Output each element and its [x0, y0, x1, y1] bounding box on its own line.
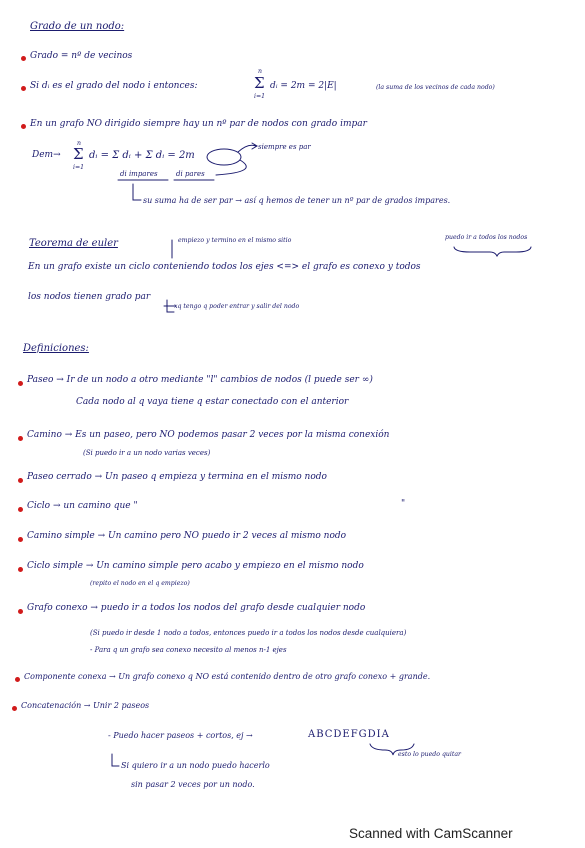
euler-statement-line2: los nodos tienen grado par [28, 292, 151, 302]
sum-lower-limit: i=1 [254, 93, 266, 100]
def-camino: Camino → Es un paseo, pero NO podemos pasar 2 veces por la misma conexión [27, 430, 390, 440]
sum-upper-limit: n [258, 68, 262, 75]
def-paseo: Paseo → Ir de un nodo a otro mediante "l" cambios de nodos (l puede ser ∞) [27, 375, 373, 385]
def-componente-conexa: Componente conexa → Un grafo conexo q NO está contenido dentro de otro grafo conexo + grande. [24, 672, 431, 681]
dem-sum-lower: i=1 [73, 164, 85, 171]
dem-equation: dᵢ = Σ dᵢ + Σ dᵢ = 2m [89, 150, 195, 161]
euler-note-cycle: empiezo y termino en el mismo sitio [178, 237, 292, 244]
definiciones-title: Definiciones: [23, 343, 89, 354]
camscanner-watermark: Scanned with CamScanner [349, 826, 513, 841]
def-grafo-conexo-detail: (Si puedo ir desde 1 nodo a todos, entonces puedo ir a todos los nodos desde cualquiera) [90, 629, 407, 637]
def-concat-line4: sin pasar 2 veces por un nodo. [131, 780, 255, 789]
dem-siempre-par: siempre es par [258, 143, 311, 151]
circle-2m [207, 149, 241, 165]
def-grafo-conexo: Grafo conexo → puedo ir a todos los nodos del grafo desde cualquier nodo [27, 603, 366, 613]
dem-pares-label: di pares [176, 170, 205, 178]
sigma-symbol: Σ [254, 74, 265, 92]
def-paseo-cerrado: Paseo cerrado → Un paseo q empieza y termina en el mismo nodo [27, 472, 327, 482]
def-camino-detail: (Si puedo ir a un nodo varias veces) [83, 449, 211, 457]
def-grafo-conexo-ejes: - Para q un grafo sea conexo necesito al menos n-1 ejes [90, 646, 287, 654]
def-concat-line3: Si quiero ir a un nodo puedo hacerlo [121, 761, 270, 770]
grado-sum-note: (la suma de los vecinos de cada nodo) [376, 84, 495, 91]
def-ciclo-simple: Ciclo simple → Un camino simple pero acabo y empiezo en el mismo nodo [27, 561, 364, 571]
grado-sum-equation: dᵢ = 2m = 2|E| [270, 81, 337, 91]
dem-sigma-symbol: Σ [73, 145, 84, 163]
arrow-conclusion [133, 184, 141, 200]
def-paseo-detail: Cada nodo al q vaya tiene q estar conectado con el anterior [76, 397, 349, 407]
dem-label: Dem→ [32, 150, 61, 160]
euler-title: Teorema de euler [29, 238, 118, 249]
def-ciclo-ditto: " [401, 499, 406, 509]
grado-definition: Grado = nº de vecinos [30, 51, 133, 61]
def-concat-sequence: ABCDEFGDIA [308, 729, 390, 740]
def-ciclo: Ciclo → un camino que " [27, 501, 138, 511]
dem-sum-upper: n [77, 140, 81, 147]
arrow-concat-note [112, 754, 119, 766]
grado-sum-intro: Si dᵢ es el grado del nodo i entonces: [30, 81, 198, 91]
dem-impares-label: di impares [120, 170, 158, 178]
brace-conexo [454, 247, 531, 256]
def-camino-simple: Camino simple → Un camino pero NO puedo ir 2 veces al mismo nodo [27, 531, 347, 541]
brace-efgd [370, 744, 414, 755]
def-concat-shorter: - Puedo hacer paseos + cortos, ej → [108, 731, 253, 740]
euler-statement-line1: En un grafo existe un ciclo conteniendo todos los ejes <=> el grafo es conexo y todos [28, 262, 421, 272]
def-ciclo-simple-detail: (repito el nodo en el q empiezo) [90, 580, 190, 587]
dem-conclusion: su suma ha de ser par → así q hemos de tener un nº par de grados impares. [143, 196, 451, 205]
def-concat-note: esto lo puedo quitar [398, 751, 462, 758]
euler-note-par: xq tengo q poder entrar y salir del nodo [174, 303, 300, 310]
def-concatenacion: Concatenación → Unir 2 paseos [21, 701, 150, 710]
euler-note-conexo: puedo ir a todos los nodos [445, 234, 528, 241]
grado-impar-theorem: En un grafo NO dirigido siempre hay un nº par de nodos con grado impar [30, 119, 367, 129]
grado-title: Grado de un nodo: [30, 21, 125, 32]
arrow-pares-to-2m [216, 160, 246, 175]
